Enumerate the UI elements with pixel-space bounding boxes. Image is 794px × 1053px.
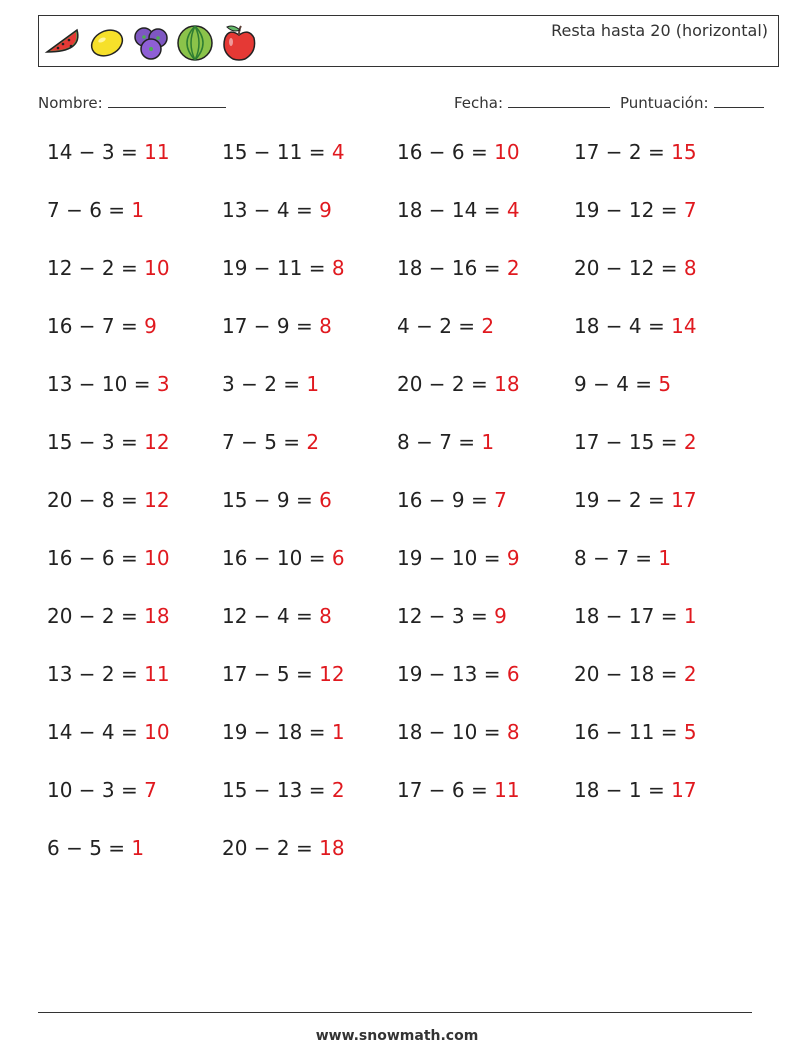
apple-icon: [219, 22, 259, 62]
problem-item: [574, 430, 697, 454]
problem-question: 14 − 3 =: [47, 140, 145, 164]
problem-answer: 8: [319, 604, 332, 628]
problem-item: [397, 662, 520, 686]
problem-question: 19 − 11 =: [222, 256, 332, 280]
problem-item: [222, 604, 332, 628]
date-field: [454, 93, 610, 112]
problem-question: 13 − 4 =: [222, 198, 320, 222]
worksheet-title: Resta hasta 20 (horizontal): [551, 21, 768, 40]
problem-item: [574, 778, 697, 802]
problem-answer: 9: [144, 314, 157, 338]
problem-answer: 11: [144, 140, 170, 164]
problem-item: [397, 372, 520, 396]
problem-question: 16 − 10 =: [222, 546, 332, 570]
problem-item: [574, 256, 697, 280]
problem-question: 16 − 7 =: [47, 314, 145, 338]
problem-answer: 11: [494, 778, 520, 802]
problem-item: [222, 140, 345, 164]
score-line: [714, 93, 764, 108]
problem-answer: 12: [144, 430, 170, 454]
problem-answer: 2: [683, 662, 697, 686]
problem-answer: 8: [331, 256, 345, 280]
name-field: [38, 93, 226, 112]
problem-item: [397, 140, 520, 164]
problem-item: [397, 720, 520, 744]
problem-question: 3 − 2 =: [222, 372, 307, 396]
problem-item: [574, 314, 697, 338]
score-field: [620, 93, 764, 112]
problem-answer: 2: [306, 430, 320, 454]
problem-question: 10 − 3 =: [47, 778, 145, 802]
problem-item: [47, 430, 170, 454]
problem-question: 17 − 5 =: [222, 662, 320, 686]
watermelon-icon: [43, 22, 83, 62]
problem-question: 16 − 11 =: [574, 720, 684, 744]
date-label: Fecha:: [454, 94, 504, 112]
problem-answer: 6: [319, 488, 332, 512]
problem-answer: 2: [506, 256, 520, 280]
problem-answer: 8: [506, 720, 520, 744]
problem-question: 20 − 2 =: [397, 372, 495, 396]
problem-answer: 1: [683, 604, 697, 628]
problem-answer: 10: [144, 256, 170, 280]
problem-answer: 6: [331, 546, 345, 570]
problem-question: 20 − 2 =: [222, 836, 320, 860]
problem-question: 16 − 9 =: [397, 488, 495, 512]
problem-answer: 4: [331, 140, 345, 164]
score-label: Puntuación:: [620, 94, 709, 112]
problem-question: 19 − 10 =: [397, 546, 507, 570]
problem-question: 17 − 15 =: [574, 430, 684, 454]
problem-answer: 18: [494, 372, 520, 396]
problem-item: [222, 488, 332, 512]
problem-question: 18 − 16 =: [397, 256, 507, 280]
problem-answer: 2: [331, 778, 345, 802]
green-melon-icon: [175, 22, 215, 62]
problem-item: [222, 720, 345, 744]
problem-answer: 5: [658, 372, 672, 396]
problem-question: 17 − 6 =: [397, 778, 495, 802]
problem-item: [47, 720, 170, 744]
problem-answer: 7: [494, 488, 507, 512]
problem-question: 12 − 2 =: [47, 256, 145, 280]
problem-question: 12 − 3 =: [397, 604, 495, 628]
problem-answer: 17: [671, 488, 697, 512]
problem-item: [47, 198, 144, 222]
problem-question: 15 − 3 =: [47, 430, 145, 454]
plum-icon: [131, 22, 171, 62]
problem-question: 18 − 1 =: [574, 778, 672, 802]
problem-answer: 8: [683, 256, 697, 280]
problem-answer: 2: [481, 314, 495, 338]
problem-item: [397, 256, 520, 280]
problem-answer: 3: [156, 372, 170, 396]
problem-item: [397, 778, 520, 802]
problem-item: [574, 198, 697, 222]
problem-item: [574, 604, 697, 628]
problem-item: [574, 372, 671, 396]
problem-item: [47, 372, 170, 396]
problem-answer: 9: [494, 604, 507, 628]
problem-item: [397, 314, 494, 338]
problem-question: 19 − 13 =: [397, 662, 507, 686]
date-line: [508, 93, 610, 108]
problem-item: [47, 778, 157, 802]
problem-answer: 11: [144, 662, 170, 686]
problem-question: 17 − 9 =: [222, 314, 320, 338]
problem-answer: 10: [494, 140, 520, 164]
problem-question: 4 − 2 =: [397, 314, 482, 338]
problem-item: [222, 430, 319, 454]
header-box: [38, 15, 779, 67]
problem-question: 18 − 17 =: [574, 604, 684, 628]
problem-answer: 18: [319, 836, 345, 860]
problem-item: [397, 488, 507, 512]
problem-answer: 5: [683, 720, 697, 744]
problem-question: 20 − 2 =: [47, 604, 145, 628]
lemon-icon: [87, 22, 127, 62]
problem-question: 18 − 14 =: [397, 198, 507, 222]
problem-answer: 1: [131, 198, 145, 222]
problem-question: 16 − 6 =: [397, 140, 495, 164]
problem-answer: 18: [144, 604, 170, 628]
problem-item: [47, 140, 170, 164]
problem-item: [222, 662, 345, 686]
problem-question: 19 − 18 =: [222, 720, 332, 744]
problem-item: [222, 836, 345, 860]
problem-item: [574, 140, 697, 164]
problem-answer: 12: [319, 662, 345, 686]
problem-item: [397, 198, 520, 222]
problem-item: [47, 256, 170, 280]
problem-answer: 14: [671, 314, 697, 338]
problem-question: 18 − 10 =: [397, 720, 507, 744]
problem-item: [397, 604, 507, 628]
problem-item: [222, 314, 332, 338]
problem-item: [574, 488, 697, 512]
problem-question: 15 − 11 =: [222, 140, 332, 164]
problem-answer: 10: [144, 720, 170, 744]
name-label: Nombre:: [38, 94, 103, 112]
problem-answer: 1: [306, 372, 320, 396]
problem-question: 15 − 13 =: [222, 778, 332, 802]
problem-item: [222, 256, 345, 280]
problem-answer: 2: [683, 430, 697, 454]
problem-item: [222, 778, 345, 802]
problem-answer: 1: [131, 836, 145, 860]
problem-question: 15 − 9 =: [222, 488, 320, 512]
footer-url: www.snowmath.com: [315, 1028, 479, 1044]
problem-item: [222, 372, 319, 396]
problem-item: [47, 604, 170, 628]
problem-item: [574, 662, 697, 686]
problem-answer: 4: [506, 198, 520, 222]
problem-question: 6 − 5 =: [47, 836, 132, 860]
problem-question: 7 − 5 =: [222, 430, 307, 454]
problem-question: 7 − 6 =: [47, 198, 132, 222]
problem-question: 20 − 8 =: [47, 488, 145, 512]
problem-item: [222, 198, 332, 222]
problem-question: 20 − 12 =: [574, 256, 684, 280]
problem-question: 20 − 18 =: [574, 662, 684, 686]
problem-question: 17 − 2 =: [574, 140, 672, 164]
name-line: [108, 93, 226, 108]
problem-item: [47, 314, 157, 338]
problem-question: 13 − 2 =: [47, 662, 145, 686]
problem-item: [397, 546, 520, 570]
problem-answer: 17: [671, 778, 697, 802]
problem-question: 8 − 7 =: [397, 430, 482, 454]
problem-item: [47, 836, 144, 860]
problem-item: [574, 546, 671, 570]
problem-question: 9 − 4 =: [574, 372, 659, 396]
problem-answer: 7: [144, 778, 157, 802]
problem-answer: 1: [481, 430, 495, 454]
problem-item: [397, 430, 494, 454]
problem-answer: 9: [319, 198, 332, 222]
problem-answer: 8: [319, 314, 332, 338]
problem-item: [47, 488, 170, 512]
problem-item: [47, 662, 170, 686]
problem-item: [222, 546, 345, 570]
problem-question: 13 − 10 =: [47, 372, 157, 396]
problem-question: 12 − 4 =: [222, 604, 320, 628]
problem-answer: 7: [683, 198, 697, 222]
problem-answer: 1: [658, 546, 672, 570]
problem-question: 19 − 2 =: [574, 488, 672, 512]
problem-answer: 12: [144, 488, 170, 512]
problem-question: 19 − 12 =: [574, 198, 684, 222]
problem-answer: 1: [331, 720, 345, 744]
problem-question: 16 − 6 =: [47, 546, 145, 570]
problem-question: 14 − 4 =: [47, 720, 145, 744]
problem-item: [47, 546, 170, 570]
problem-item: [574, 720, 697, 744]
problem-answer: 6: [506, 662, 520, 686]
footer-divider: [38, 1012, 752, 1013]
problem-answer: 10: [144, 546, 170, 570]
problem-question: 18 − 4 =: [574, 314, 672, 338]
fruit-row: [43, 20, 259, 64]
problem-answer: 9: [506, 546, 520, 570]
problem-question: 8 − 7 =: [574, 546, 659, 570]
problem-answer: 15: [671, 140, 697, 164]
